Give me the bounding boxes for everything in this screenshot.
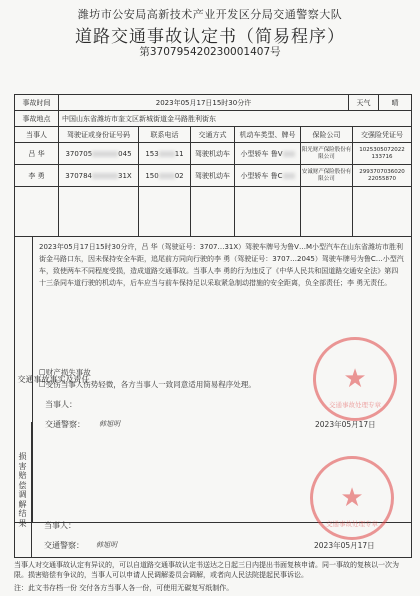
document-number: 第370795420230001407号 [139, 46, 281, 58]
party-mode: 驾驶机动车 [191, 143, 235, 164]
police-stamp [310, 456, 394, 540]
place-label: 事故地点 [15, 111, 59, 126]
facts-side-label: 交通事故事实及责任 [17, 374, 90, 384]
party-id: 370784 31X [59, 165, 139, 186]
col-mode: 交通方式 [191, 127, 235, 142]
place-row [15, 111, 411, 127]
facts-officer-label: 交通警察： [45, 420, 85, 429]
party-phone: 153 11 [139, 143, 191, 164]
weather-value: 晴 [391, 98, 399, 107]
stamp-text: 交通事故处理专章 [329, 401, 381, 409]
party-phone: 150 02 [139, 165, 191, 186]
party-row [15, 143, 411, 165]
mediation-side-label: 损害赔偿调解结果 [18, 452, 27, 528]
col-phone: 联系电话 [139, 127, 191, 142]
party-vehicle: 小型轿车 鲁C [235, 165, 301, 186]
facts-text: 2023年05月17日15时30分许，吕 华（驾驶证号：3707…31X）驾驶车牌号为鲁V…M小型汽车在山东省潍坊市胜利街金马路口东，因未保持安全车距，追尾前方同向行驶的李 勇（驾驶证号：3707…2045）驾驶车牌号为鲁C…小型汽车，致使两车不同程度受损，造成道路交通事故。当事人李 勇的行为违反了《中华人民共和国道路交通安全法》第四十三条同车道行驶的机动车，后车应当与前车保持足以采取紧急制动措施的安全距离，负全部责任；李 勇无责任。 [39, 243, 404, 287]
blank-cell [15, 187, 59, 236]
party-mode: 驾驶机动车 [191, 165, 235, 186]
star-icon: ★ [343, 364, 367, 394]
time-label: 事故时间 [15, 95, 59, 110]
party-row [15, 165, 411, 187]
footer-notice: 当事人对交通事故认定有异议的，可以自道路交通事故认定书送达之日起三日内提出书面复核申请。同一事故的复核以一次为限。损害赔偿有争议的，当事人可以申请人民调解委员会调解，或者向人民法院提起民事诉讼。 [14, 561, 399, 579]
footer-note: 注：此文书存档一份 交付各方当事人各一份，可使用无碳复写纸制作。 [14, 584, 234, 592]
mediation-signer-label: 当事人： [44, 521, 76, 530]
col-insurer: 保险公司 [301, 127, 353, 142]
police-stamp [313, 337, 397, 421]
facts-signer-label: 当事人： [45, 400, 77, 409]
party-insurer: 安诚财产保险股份有限公司 [301, 165, 353, 186]
party-name: 李 勇 [15, 165, 59, 186]
time-row [15, 95, 411, 111]
blank-cell [59, 187, 139, 236]
blank-cell [301, 187, 353, 236]
party-name: 吕 华 [15, 143, 59, 164]
option-property: ☐财产损失事故 [39, 368, 91, 377]
blank-cell [139, 187, 191, 236]
facts-officer-signature: 韩旭明 [99, 420, 120, 428]
blank-row [15, 187, 411, 237]
party-header-row [15, 127, 411, 143]
party-vehicle: 小型轿车 鲁V [235, 143, 301, 164]
org-header: 潍坊市公安局高新技术产业开发区分局交通警察大队 [77, 8, 343, 21]
facts-date: 2023年05月17日 [315, 420, 376, 429]
col-id: 驾驶证或身份证号码 [59, 127, 139, 142]
party-insurer: 阳光财产保险股份有限公司 [301, 143, 353, 164]
time-value: 2023年05月17日15时30分许 [59, 95, 349, 110]
party-policy: 2993707036020 22055870 [359, 168, 405, 182]
col-policy: 交强险凭证号 [361, 130, 403, 139]
option-minor-injury: ☐受伤当事人伤势轻微，各方当事人一致同意适用简易程序处理。 [39, 380, 256, 389]
weather-label: 天气 [349, 95, 379, 110]
party-policy: 1025305072022 133716 [359, 146, 405, 160]
mediation-officer-label: 交通警察： [44, 541, 84, 550]
mediation-side [14, 422, 32, 558]
place-value: 中国山东省潍坊市奎文区新城街道金马路胜利街东 [62, 114, 216, 123]
mediation-date: 2023年05月17日 [314, 541, 375, 550]
blank-cell [235, 187, 301, 236]
star-icon: ★ [340, 483, 364, 513]
document-title: 道路交通事故认定书（简易程序） [75, 27, 345, 47]
mediation-officer-signature: 韩旭明 [96, 541, 117, 549]
col-party: 当事人 [15, 127, 59, 142]
party-id: 370705 045 [59, 143, 139, 164]
blank-cell [191, 187, 235, 236]
col-vehicle: 机动车类型、牌号 [235, 127, 301, 142]
stamp-text: 交通事故处理专章 [326, 520, 378, 528]
